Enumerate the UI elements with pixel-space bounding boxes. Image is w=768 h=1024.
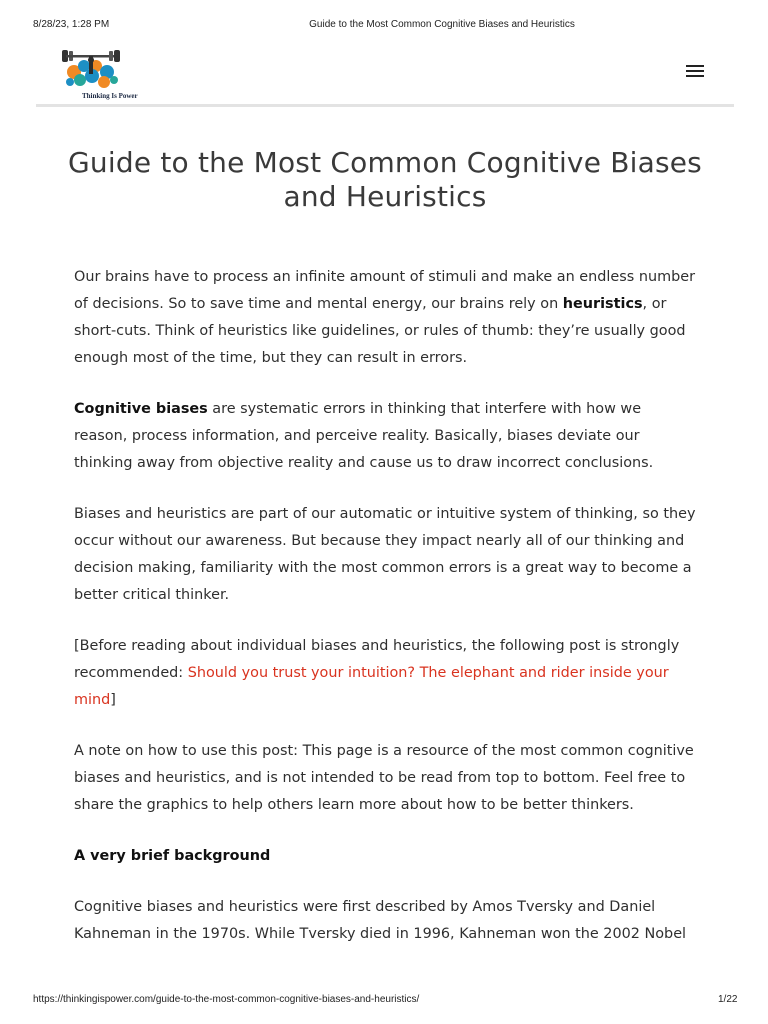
page-number: 1/22: [718, 994, 738, 1005]
subheading-background: A very brief background: [74, 848, 271, 864]
print-url: https://thinkingispower.com/guide-to-the-most-common-cognitive-biases-and-heuristics/: [33, 994, 420, 1005]
paragraph-usage-note: A note on how to use this post: This page is a resource of the most common cognitive biases and heuristics, and is not intended to be read from top to bottom. Feel free to share the graphics to help others learn more about how to be better thinkers.: [74, 743, 694, 813]
site-header: [36, 38, 734, 107]
paragraph-background: Cognitive biases and heuristics were first described by Amos Tversky and Daniel Kahneman in the 1970s. While Tversky died in 1996, Kahneman won the 2002 Nobel: [74, 899, 687, 942]
print-page-title: Guide to the Most Common Cognitive Biases and Heuristics: [309, 19, 575, 30]
paragraph-recommendation: [Before reading about individual biases and heuristics, the following post is strongly recommended: Should you trust your intuition? The elephant and rider inside your mind]: [74, 638, 680, 708]
hamburger-menu-button[interactable]: [686, 62, 704, 78]
term-cognitive-biases: Cognitive biases: [74, 401, 208, 417]
paragraph-cognitive-biases: Cognitive biases are systematic errors in thinking that interfere with how we reason, process information, and perceive reality. Basically, biases deviate our thinking away from objective reality and cause us to draw incorrect conclusions.: [74, 401, 654, 471]
hamburger-icon: [686, 65, 704, 77]
paragraph-heuristics: Our brains have to process an infinite amount of stimuli and make an endless number of decisions. So to save time and mental energy, our brains rely on heuristics, or short-cuts. Think of heuristics like guidelines, or rules of thumb: they’re usually good enough most of the time, but they can result in errors.: [74, 269, 695, 366]
print-datetime: 8/28/23, 1:28 PM: [33, 19, 110, 30]
term-heuristics: heuristics: [562, 296, 643, 312]
article-title: Guide to the Most Common Cognitive Biases and Heuristics: [68, 146, 702, 213]
logo-text: Thinking Is Power: [82, 92, 138, 100]
site-logo[interactable]: [58, 42, 138, 102]
article-body: [74, 264, 698, 972]
intuition-post-link[interactable]: Should you trust your intuition? The elephant and rider inside your mind: [74, 665, 669, 708]
weightlifting-brain-logo-icon: [58, 42, 128, 94]
paragraph-automatic-thinking: Biases and heuristics are part of our automatic or intuitive system of thinking, so they occur without our awareness. But because they impact nearly all of our thinking and decision making, familiarity with the most common errors is a great way to become a better critical thinker.: [74, 506, 696, 603]
